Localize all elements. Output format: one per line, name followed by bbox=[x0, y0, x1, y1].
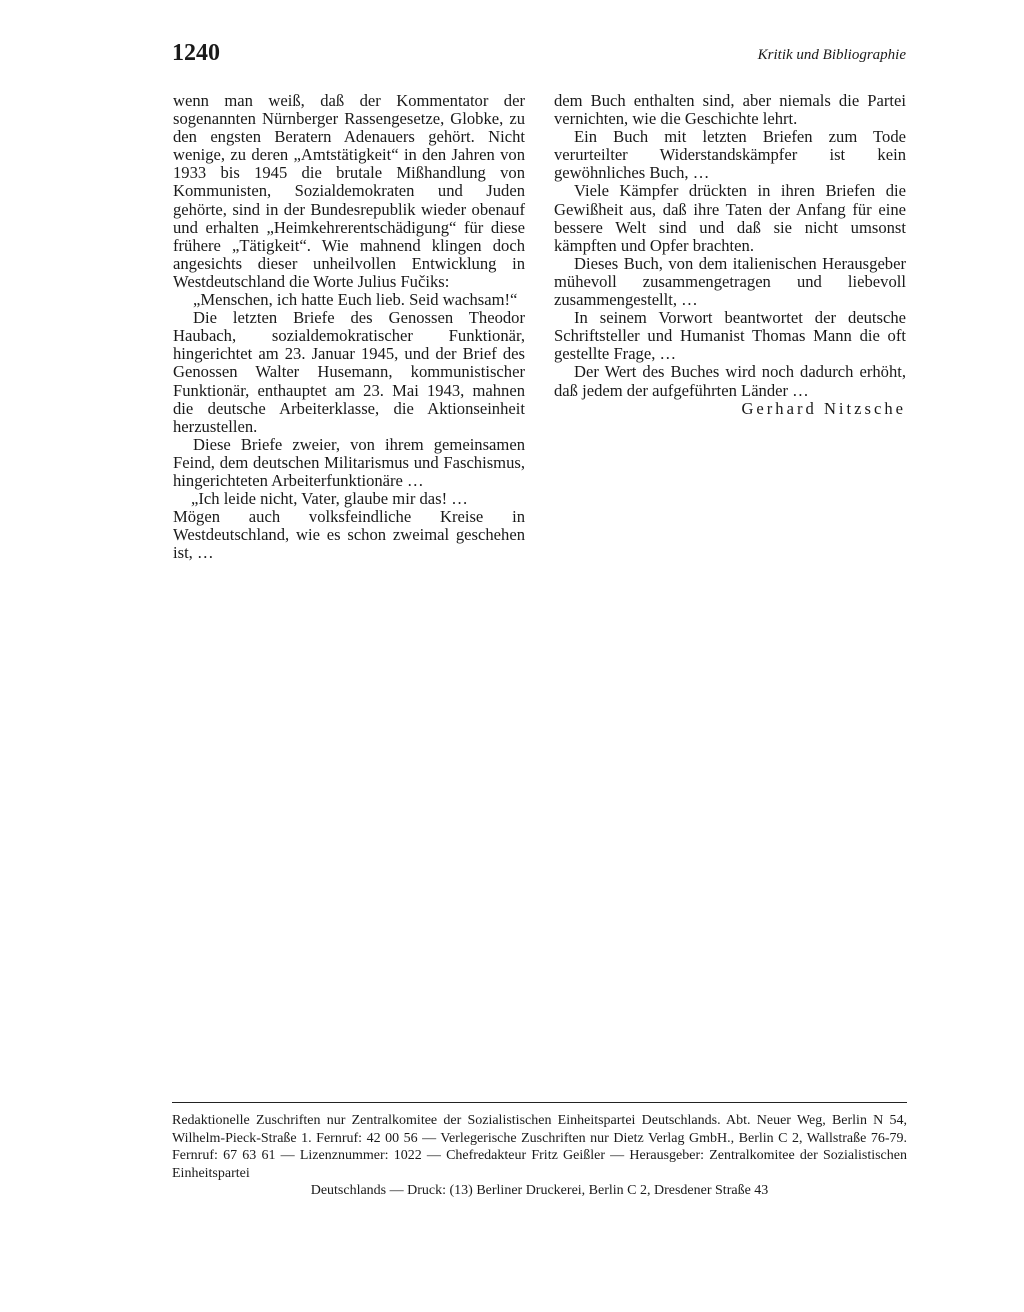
right-column bbox=[554, 92, 906, 418]
author-signature: Gerhard Nitzsche bbox=[741, 398, 906, 418]
paragraph: Dieses Buch, von dem italienischen Herausgeber mühevoll zusammengetragen und liebevoll zusammengestellt, … bbox=[554, 253, 906, 310]
paragraph: Viele Kämpfer drückten in ihren Briefen die Gewißheit aus, daß ihre Taten der Anfang für eine bessere Welt sind und daß sie nicht umsonst kämpften und Opfer brachten. bbox=[554, 181, 906, 255]
imprint bbox=[172, 1112, 907, 1200]
imprint-text-last-line: Deutschlands — Druck: (13) Berliner Druckerei, Berlin C 2, Dresdener Straße 43 bbox=[310, 1183, 769, 1199]
paragraph: Diese Briefe zweier, von ihrem gemeinsamen Feind, dem deutschen Militarismus und Faschismus, hingerichteten Arbeiterfunktionäre … bbox=[173, 434, 525, 490]
footer-rule bbox=[172, 1102, 907, 1103]
paragraph: Der Wert des Buches wird noch dadurch erhöht, daß jedem der aufgeführten Länder … bbox=[554, 362, 906, 400]
paragraph: Die letzten Briefe des Genossen Theodor Haubach, sozialdemokratischer Funktionär, hingerichtet am 23. Januar 1945, und der Brief des Genossen Walter Husemann, kommunistischer Funktionär, enthauptet am 23. Mai 1943, mahnen die deutsche Arbeiterklasse, die Aktionseinheit herzustellen. bbox=[173, 308, 525, 436]
running-head: Kritik und Bibliographie bbox=[757, 47, 906, 63]
imprint-text: Redaktionelle Zuschriften nur Zentralkomitee der Sozialistischen Einheitspartei Deutschlands. Abt. Neuer Weg, Berlin N 54, Wilhelm-Pieck-Straße 1. Fernruf: 42 00 56 — Verlegerische Zuschriften nur Dietz Verlag GmbH., Berlin C 2, Wallstraße 76-79. Fernruf: 67 63 61 — Lizenznummer: 1022 — Chefredakteur Fritz Geißler — Herausgeber: Zentralkomitee der Sozialistischen Einheitspartei bbox=[172, 1113, 907, 1181]
paragraph: wenn man weiß, daß der Kommentator der sogenannten Nürnberger Rassengesetze, Globke, zu den engsten Beratern Adenauers gehört. Nicht wenige, zu deren „Amtstätigkeit“ in den Jahren von 1933 bis 1945 die brutale Mißhandlung von Kommunisten, Sozialdemokraten und Juden gehörte, sind in der Bundesrepublik wieder obenauf und erhalten „Heimkehrerentschädigung“ für diese frühere „Tätigkeit“. Wie mahnend klingen doch angesichts dieser unheilvollen Entwicklung in Westdeutschland die Worte Julius Fučiks: bbox=[173, 91, 525, 291]
paragraph: Ein Buch mit letzten Briefen zum Tode verurteilter Widerstandskämpfer ist kein gewöhnliches Buch, … bbox=[554, 127, 906, 183]
quote: „Ich leide nicht, Vater, glaube mir das! … bbox=[191, 489, 468, 509]
left-column bbox=[173, 92, 525, 562]
paragraph: dem Buch enthalten sind, aber niemals die Partei vernichten, wie die Geschichte lehrt. bbox=[554, 91, 906, 129]
paragraph: In seinem Vorwort beantwortet der deutsche Schriftsteller und Humanist Thomas Mann die oft gestellte Frage, … bbox=[554, 308, 906, 364]
quote: „Menschen, ich hatte Euch lieb. Seid wachsam!“ bbox=[193, 290, 518, 310]
page-number: 1240 bbox=[172, 40, 220, 66]
paragraph: Mögen auch volksfeindliche Kreise in Westdeutschland, wie es schon zweimal geschehen ist, … bbox=[173, 507, 525, 563]
